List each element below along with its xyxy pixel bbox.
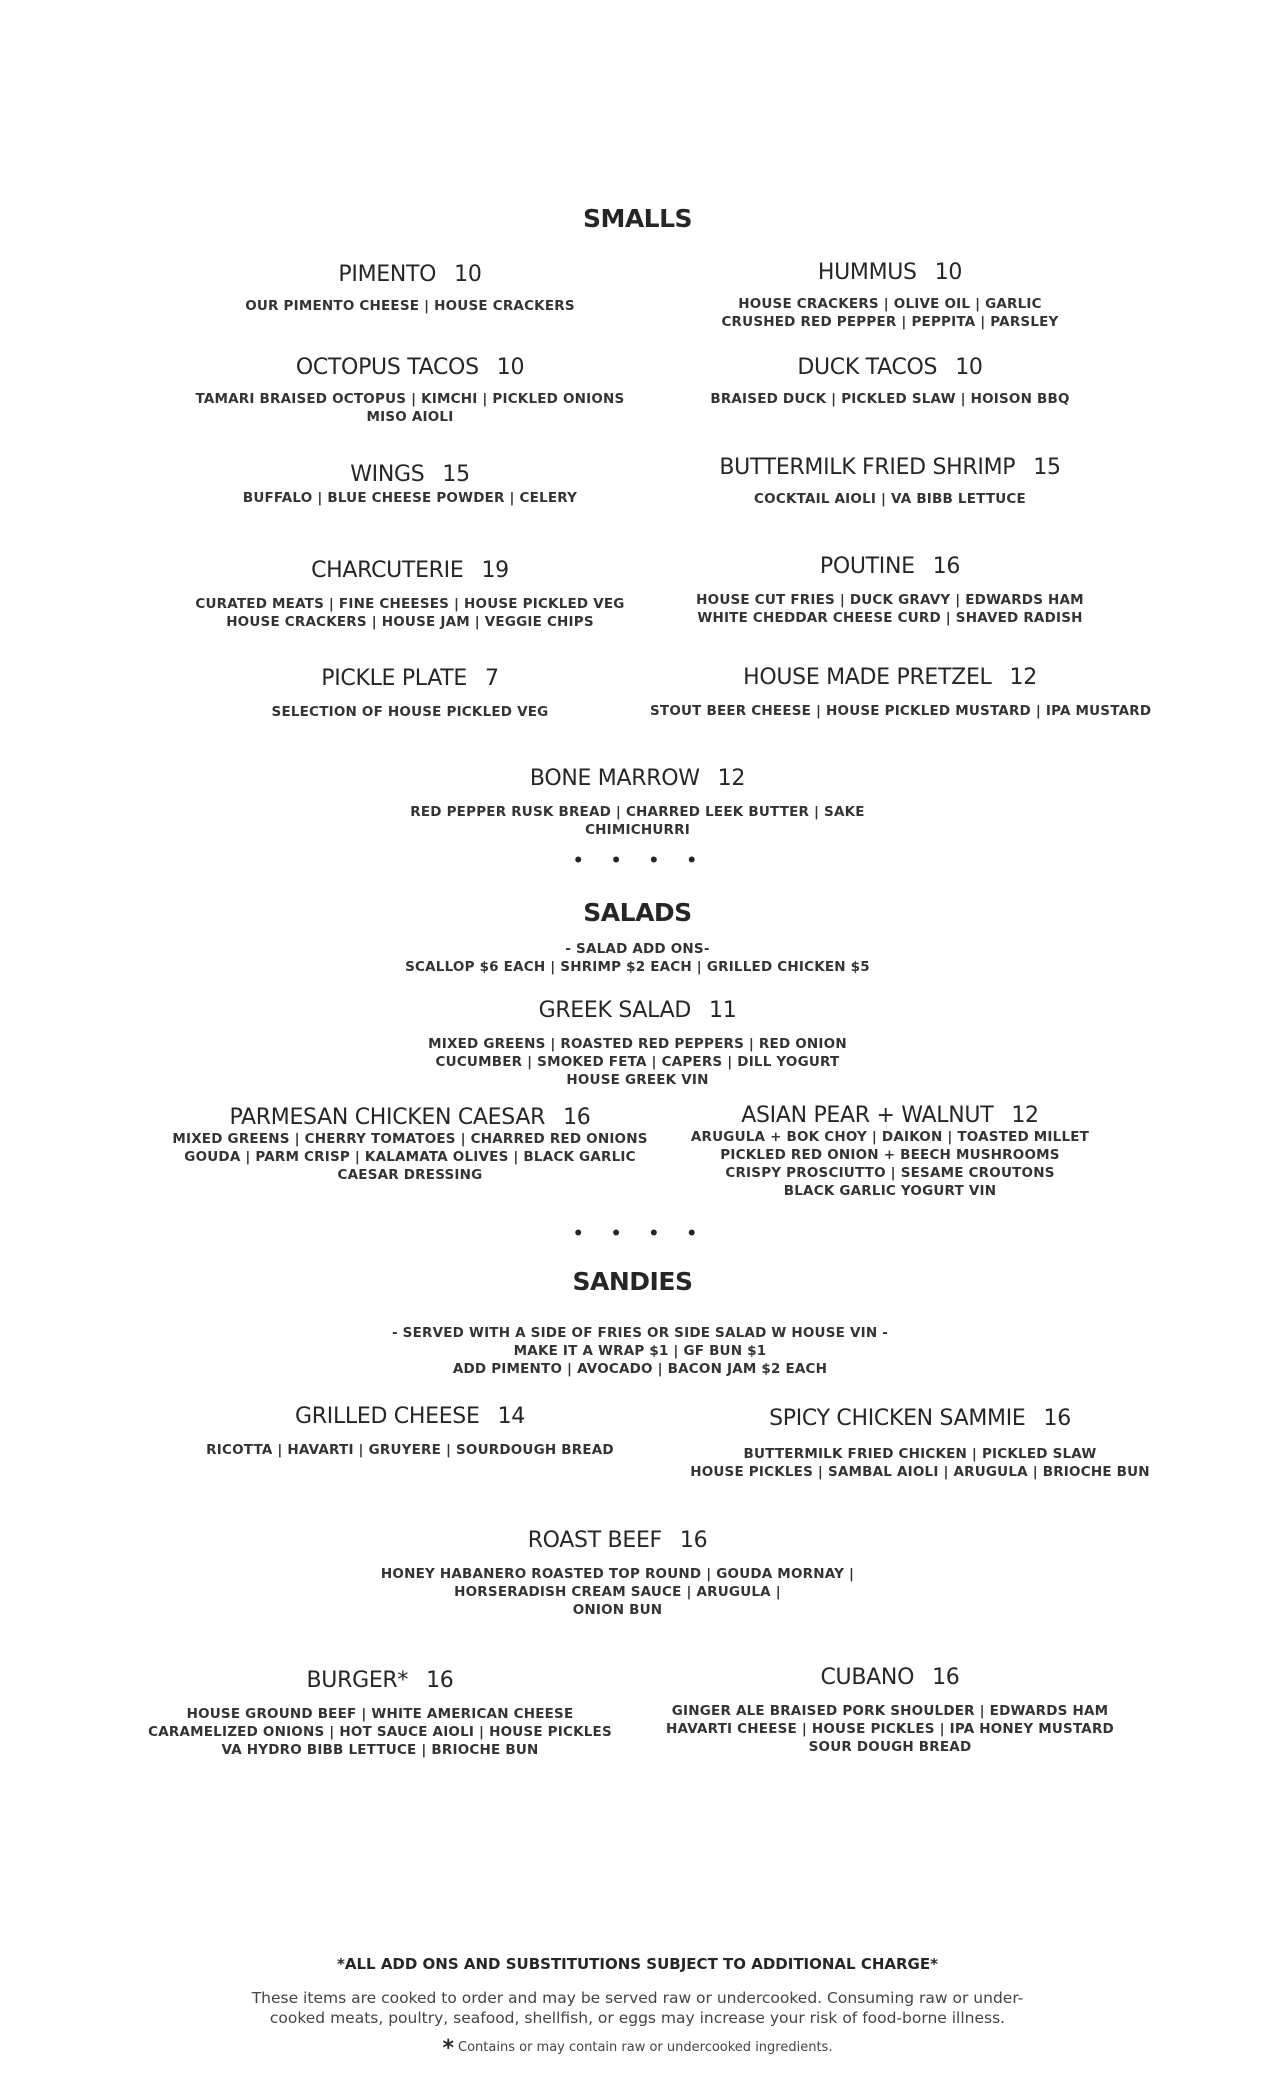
- item-name: HOUSE MADE PRETZEL: [743, 665, 992, 690]
- item-name: BONE MARROW: [529, 766, 700, 791]
- item-title: [680, 455, 1100, 480]
- section-divider: • • • •: [574, 1220, 708, 1245]
- description-line: HOUSE PICKLES | SAMBAL AIOLI | ARUGULA | BRIOCHE BUN: [690, 1464, 1150, 1480]
- menu-item-pimento: [210, 262, 610, 315]
- item-name: GRILLED CHEESE: [295, 1404, 480, 1429]
- item-name: PIMENTO: [338, 262, 437, 287]
- description-line: TAMARI BRAISED OCTOPUS | KIMCHI | PICKLED ONIONS: [195, 391, 625, 407]
- menu-item-asian-pear-walnut: [680, 1103, 1100, 1200]
- item-title: [190, 558, 630, 583]
- item-price: 15: [1033, 455, 1061, 480]
- note-line: SCALLOP $6 EACH | SHRIMP $2 EACH | GRILLED CHICKEN $5: [405, 959, 870, 975]
- item-title: [400, 998, 875, 1023]
- description-line: CUCUMBER | SMOKED FETA | CAPERS | DILL YOGURT: [435, 1054, 840, 1070]
- item-name: GREEK SALAD: [538, 998, 692, 1023]
- item-title: [650, 665, 1130, 690]
- item-name: BUTTERMILK FRIED SHRIMP: [719, 455, 1016, 480]
- menu-item-greek-salad: [400, 998, 875, 1089]
- menu-item-duck-tacos: [680, 355, 1100, 408]
- menu-item-pickle-plate: [210, 666, 610, 721]
- description-line: MIXED GREENS | ROASTED RED PEPPERS | RED ONION: [428, 1036, 847, 1052]
- item-name: POUTINE: [819, 554, 915, 579]
- description-line: PICKLED RED ONION + BEECH MUSHROOMS: [720, 1147, 1060, 1163]
- item-name: OCTOPUS TACOS: [295, 355, 479, 380]
- description-line: GOUDA | PARM CRISP | KALAMATA OLIVES | BLACK GARLIC: [184, 1149, 636, 1165]
- item-name: CUBANO: [820, 1665, 915, 1690]
- note-line: - SALAD ADD ONS-: [565, 941, 710, 957]
- description-line: HOUSE CRACKERS | HOUSE JAM | VEGGIE CHIPS: [226, 614, 594, 630]
- menu-item-grilled-cheese: [190, 1404, 630, 1459]
- item-description: [680, 1445, 1160, 1481]
- sandies-heading: SANDIES: [572, 1267, 693, 1296]
- menu-item-hummus: [680, 260, 1100, 331]
- menu-item-cubano: [650, 1665, 1130, 1756]
- menu-item-house-made-pretzel: [650, 665, 1152, 720]
- description-line: ARUGULA + BOK CHOY | DAIKON | TOASTED MILLET: [690, 1129, 1090, 1145]
- item-price: 16: [426, 1668, 454, 1693]
- item-name: ASIAN PEAR + WALNUT: [741, 1103, 994, 1128]
- item-price: 7: [485, 666, 499, 691]
- note-line: ADD PIMENTO | AVOCADO | BACON JAM $2 EACH: [452, 1361, 828, 1377]
- asterisk-note: [0, 2036, 1275, 2061]
- description-line: CRISPY PROSCIUTTO | SESAME CROUTONS: [725, 1165, 1055, 1181]
- menu-item-octopus-tacos: [190, 355, 630, 426]
- item-description: [210, 489, 610, 507]
- item-title: [650, 1665, 1130, 1690]
- item-price: 14: [497, 1404, 525, 1429]
- item-description: [190, 595, 630, 631]
- description-line: BRAISED DUCK | PICKLED SLAW | HOISON BBQ: [710, 391, 1070, 407]
- item-price: 12: [1009, 665, 1037, 690]
- item-price: 12: [717, 766, 746, 791]
- item-description: [380, 1565, 855, 1619]
- menu-item-buttermilk-fried-shrimp: [680, 455, 1100, 508]
- smalls-heading: SMALLS: [582, 204, 693, 233]
- item-price: 16: [932, 1665, 960, 1690]
- description-line: STOUT BEER CHEESE | HOUSE PICKLED MUSTARD | IPA MUSTARD: [650, 703, 1152, 719]
- item-name: WINGS: [350, 462, 425, 487]
- item-name: ROAST BEEF: [527, 1528, 662, 1553]
- item-price: 16: [563, 1105, 591, 1130]
- item-price: 10: [955, 355, 983, 380]
- item-title: [680, 554, 1100, 579]
- description-line: BLACK GARLIC YOGURT VIN: [783, 1183, 997, 1199]
- item-price: 15: [442, 462, 470, 487]
- description-line: BUTTERMILK FRIED CHICKEN | PICKLED SLAW: [743, 1446, 1097, 1462]
- item-description: [680, 490, 1100, 508]
- note-line: MAKE IT A WRAP $1 | GF BUN $1: [513, 1343, 767, 1359]
- item-title: [680, 355, 1100, 380]
- menu-item-wings: [210, 462, 610, 507]
- item-price: 12: [1011, 1103, 1039, 1128]
- item-name: CHARCUTERIE: [311, 558, 464, 583]
- description-line: VA HYDRO BIBB LETTUCE | BRIOCHE BUN: [221, 1742, 539, 1758]
- description-line: MISO AIOLI: [366, 409, 454, 425]
- description-line: COCKTAIL AIOLI | VA BIBB LETTUCE: [754, 491, 1026, 507]
- description-line: CAESAR DRESSING: [337, 1167, 483, 1183]
- menu-item-roast-beef: [380, 1528, 855, 1619]
- item-name: DUCK TACOS: [797, 355, 938, 380]
- item-title: [380, 1528, 855, 1553]
- description-line: OUR PIMENTO CHEESE | HOUSE CRACKERS: [245, 298, 575, 314]
- item-title: [400, 766, 875, 791]
- description-line: HOUSE GROUND BEEF | WHITE AMERICAN CHEESE: [186, 1706, 574, 1722]
- item-description: [210, 703, 610, 721]
- description-line: RED PEPPER RUSK BREAD | CHARRED LEEK BUTTER | SAKE: [410, 804, 865, 820]
- description-line: SOUR DOUGH BREAD: [808, 1739, 972, 1755]
- description-line: CRUSHED RED PEPPER | PEPPITA | PARSLEY: [721, 314, 1059, 330]
- item-description: [680, 591, 1100, 627]
- menu-item-charcuterie: [190, 558, 630, 631]
- item-name: PICKLE PLATE: [321, 666, 468, 691]
- item-price: 16: [679, 1528, 708, 1553]
- item-title: [140, 1668, 620, 1693]
- description-line: HAVARTI CHEESE | HOUSE PICKLES | IPA HONEY MUSTARD: [666, 1721, 1114, 1737]
- description-line: HOUSE CUT FRIES | DUCK GRAVY | EDWARDS HAM: [696, 592, 1084, 608]
- item-price: 16: [932, 554, 961, 579]
- description-line: CARAMELIZED ONIONS | HOT SAUCE AIOLI | HOUSE PICKLES: [148, 1724, 612, 1740]
- item-description: [680, 390, 1100, 408]
- description-line: SELECTION OF HOUSE PICKLED VEG: [271, 704, 549, 720]
- description-line: GINGER ALE BRAISED PORK SHOULDER | EDWARDS HAM: [671, 1703, 1109, 1719]
- undercooked-warning: [0, 1988, 1275, 2028]
- item-description: [650, 702, 1152, 720]
- item-title: [170, 1105, 650, 1130]
- asterisk-symbol: *: [442, 2036, 455, 2061]
- item-price: 10: [496, 355, 525, 380]
- description-line: CURATED MEATS | FINE CHEESES | HOUSE PICKLED VEG: [195, 596, 625, 612]
- menu-item-parmesan-chicken-caesar: [170, 1105, 650, 1184]
- description-line: RICOTTA | HAVARTI | GRUYERE | SOURDOUGH BREAD: [206, 1442, 614, 1458]
- item-name: SPICY CHICKEN SAMMIE: [769, 1406, 1026, 1431]
- item-name: PARMESAN CHICKEN CAESAR: [229, 1105, 546, 1130]
- item-description: [140, 1705, 620, 1759]
- item-price: 10: [454, 262, 482, 287]
- item-description: [400, 803, 875, 839]
- item-price: 19: [481, 558, 509, 583]
- item-title: [680, 260, 1100, 285]
- warning-line: These items are cooked to order and may be served raw or undercooked. Consuming raw or under-: [251, 1989, 1024, 2007]
- item-price: 10: [934, 260, 963, 285]
- item-title: [190, 355, 630, 380]
- add-ons-charge-note: *ALL ADD ONS AND SUBSTITUTIONS SUBJECT TO ADDITIONAL CHARGE*: [337, 1955, 938, 1973]
- menu-item-bone-marrow: [400, 766, 875, 839]
- item-description: [210, 297, 610, 315]
- note-line: - SERVED WITH A SIDE OF FRIES OR SIDE SALAD W HOUSE VIN -: [391, 1325, 889, 1341]
- salad-add-ons-note: [0, 940, 1275, 976]
- item-name: HUMMUS: [817, 260, 917, 285]
- description-line: CHIMICHURRI: [585, 822, 690, 838]
- item-title: [210, 262, 610, 287]
- description-line: BUFFALO | BLUE CHEESE POWDER | CELERY: [242, 490, 578, 506]
- warning-line: cooked meats, poultry, seafood, shellfish, or eggs may increase your risk of food-borne illness.: [269, 2009, 1006, 2027]
- item-description: [650, 1702, 1130, 1756]
- item-title: [210, 462, 610, 487]
- menu-item-spicy-chicken-sammie: [680, 1406, 1160, 1481]
- item-title: [210, 666, 610, 691]
- item-description: [190, 390, 630, 426]
- item-price: 16: [1043, 1406, 1071, 1431]
- item-title: [190, 1404, 630, 1429]
- item-description: [190, 1441, 630, 1459]
- description-line: WHITE CHEDDAR CHEESE CURD | SHAVED RADISH: [697, 610, 1083, 626]
- item-name: BURGER*: [306, 1668, 409, 1693]
- section-divider: • • • •: [574, 847, 708, 872]
- item-description: [680, 295, 1100, 331]
- menu-item-burger: [140, 1668, 620, 1759]
- item-title: [680, 1406, 1160, 1431]
- sandies-note: [0, 1324, 1275, 1378]
- item-price: 11: [709, 998, 737, 1023]
- salads-heading: SALADS: [583, 898, 692, 927]
- description-line: HOUSE CRACKERS | OLIVE OIL | GARLIC: [738, 296, 1042, 312]
- description-line: HORSERADISH CREAM SAUCE | ARUGULA |: [454, 1584, 781, 1600]
- item-description: [170, 1130, 650, 1184]
- menu-item-poutine: [680, 554, 1100, 627]
- description-line: MIXED GREENS | CHERRY TOMATOES | CHARRED RED ONIONS: [172, 1131, 648, 1147]
- description-line: HONEY HABANERO ROASTED TOP ROUND | GOUDA MORNAY |: [380, 1566, 855, 1582]
- asterisk-note-text: Contains or may contain raw or undercooked ingredients.: [458, 2040, 833, 2055]
- item-title: [680, 1103, 1100, 1128]
- description-line: ONION BUN: [572, 1602, 663, 1618]
- description-line: HOUSE GREEK VIN: [566, 1072, 709, 1088]
- item-description: [680, 1128, 1100, 1200]
- item-description: [400, 1035, 875, 1089]
